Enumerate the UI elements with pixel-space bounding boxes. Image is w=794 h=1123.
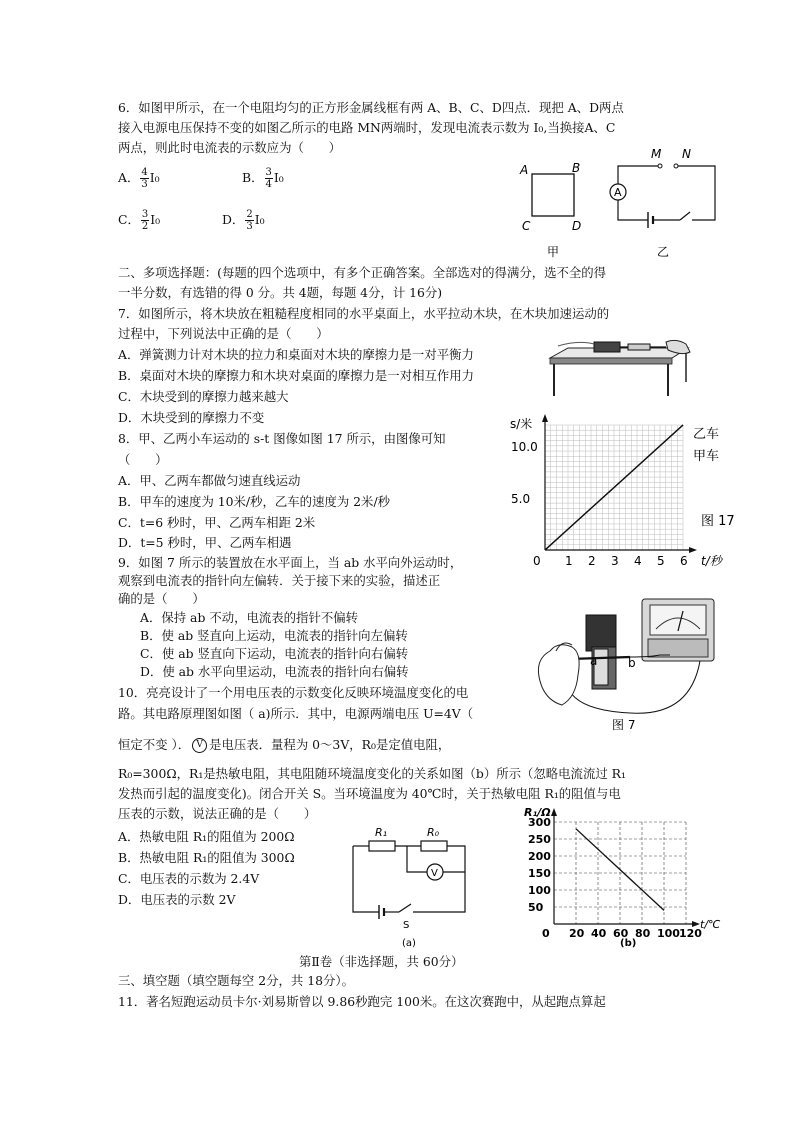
q7-option-d: D．木块受到的摩擦力不变 <box>118 410 265 425</box>
q10-line1: 10．亮亮设计了一个用电压表的示数变化反映环境温度变化的电 <box>118 685 469 700</box>
q9-option-d: D．使 ab 水平向里运动，电流表的指针向右偏转 <box>140 664 409 679</box>
label-n: N <box>682 147 691 161</box>
y-tick-label: 300 <box>528 816 551 829</box>
label-r0: R₀ <box>427 826 440 839</box>
q8-option-c: C．t=6 秒时，甲、乙两车相距 2米 <box>118 515 316 530</box>
wood-block <box>594 342 620 352</box>
label-a-conductor: a <box>590 654 598 668</box>
x-tick-label: 80 <box>635 927 651 940</box>
y-tick-label: 100 <box>528 884 551 897</box>
q10-line6: 压表的示数，说法正确的是（ ） <box>118 806 317 821</box>
y-tick-label: 5.0 <box>511 491 531 506</box>
q10-line2: 路。其电路原理图如图（ a)所示．其中，电源两端电压 U=4V（ <box>118 706 474 721</box>
q8-line2: （ ） <box>118 452 168 467</box>
q10-line5: 发热而引起的温度变化)。闭合开关 S。当环境温度为 40℃时，关于热敏电阻 R₁的阻值与电 <box>118 786 621 801</box>
switch-icon <box>399 904 411 912</box>
magnet-icon <box>586 615 616 651</box>
section3-title: 三、填空题（填空题每空 2分，共 18分）。 <box>118 973 354 988</box>
voltmeter-icon: V <box>192 738 207 753</box>
section2-line1: 二、多项选择题：(每题的四个选项中，有多个正确答案。全部选对的得满分，选不全的得 <box>118 265 607 280</box>
q8-option-b: B．甲车的速度为 10米/秒，乙车的速度为 2米/秒 <box>118 494 391 509</box>
q7-line1: 7．如图所示，将木块放在粗糙程度相同的水平桌面上，水平拉动木块，在木块加速运动的 <box>118 306 610 321</box>
q6-option-d: D． $\frac{2}{3}$ I₀ <box>222 209 265 232</box>
q10-circuit-figure <box>345 820 475 950</box>
y-tick-label: 150 <box>528 867 551 880</box>
option-label: A． <box>118 170 140 185</box>
x-tick-label: 60 <box>613 927 629 940</box>
q7-option-c: C．木块受到的摩擦力越来越大 <box>118 389 289 404</box>
q6-line3: 两点，则此时电流表的示数应为（ ） <box>118 140 342 155</box>
x-tick-label: 4 <box>634 554 642 568</box>
circuit-caption: (a) <box>402 938 416 949</box>
chart-caption: (b) <box>620 938 637 949</box>
label-m: M <box>651 147 662 161</box>
q6-option-b: B． $\frac{3}{4}$ I₀ <box>242 167 284 190</box>
part2-title: 第Ⅱ卷（非选择题，共 60分） <box>299 954 464 969</box>
x-tick-label: 6 <box>680 554 688 568</box>
x-tick-label: 100 <box>657 927 680 940</box>
label-s: S <box>403 920 410 931</box>
switch-icon <box>680 212 690 220</box>
y-axis-arrow <box>542 414 548 422</box>
x-tick-label: 40 <box>591 927 607 940</box>
x-axis-label: t/℃ <box>700 918 721 931</box>
q6-line2: 接入电源电压保持不变的如图乙所示的电路 MN两端时，发现电流表示数为 I₀,当换接A、C <box>118 120 616 135</box>
q9-option-c: C．使 ab 竖直向下运动，电流表的指针向右偏转 <box>140 646 409 661</box>
option-label: B． <box>242 170 264 185</box>
label-v: V <box>431 868 438 879</box>
x-tick-label: 2 <box>588 554 596 568</box>
q8-option-a: A．甲、乙两车都做匀速直线运动 <box>118 473 301 488</box>
x-tick-label: 1 <box>565 554 573 568</box>
q9-option-b: B．使 ab 竖直向上运动，电流表的指针向左偏转 <box>140 628 408 643</box>
square-frame <box>532 174 574 216</box>
label-d: D <box>572 219 582 233</box>
q6-figure <box>510 146 730 262</box>
q10-line4: R₀=300Ω，R₁是热敏电阻，其电阻随环境温度变化的关系如图（b）所示（忽略电流流过 R₁ <box>118 766 626 781</box>
label-b: B <box>572 161 581 175</box>
chart-caption: 图 17 <box>701 514 735 529</box>
q7-line2: 过程中，下列说法中正确的是（ ） <box>118 326 329 341</box>
q6-option-c: C． $\frac{3}{2}$ I₀ <box>118 209 161 232</box>
q9-line3: 确的是（ ） <box>118 591 205 606</box>
q10-option-d: D．电压表的示数 2V <box>118 892 236 907</box>
st-graph-chart <box>505 410 745 582</box>
option-label: D． <box>222 212 245 227</box>
x-tick-label: 0 <box>542 927 550 940</box>
x-tick-label: 20 <box>569 927 585 940</box>
resistance-temperature-chart <box>508 806 738 952</box>
q9-option-a: A．保持 ab 不动，电流表的指针不偏转 <box>140 610 359 625</box>
x-tick-label: 0 <box>533 554 541 568</box>
q6-option-a: A． $\frac{4}{3}$ I₀ <box>118 167 160 190</box>
y-axis-arrow <box>551 808 557 816</box>
caption-yi: 乙 <box>657 245 670 259</box>
figure7-caption: 图 7 <box>612 718 636 732</box>
rt-graph-grid <box>554 822 686 924</box>
q10-option-c: C．电压表的示数为 2.4V <box>118 871 260 886</box>
q10-line3: 恒定不变 ）． V 是电压表．量程为 0～3V，R₀是定值电阻， <box>118 737 451 752</box>
q7-option-b: B．桌面对木块的摩擦力和木块对桌面的摩擦力是一对相互作用力 <box>118 368 475 383</box>
y-axis-label: s/米 <box>510 417 533 431</box>
resistor-r1 <box>369 841 395 851</box>
legend-label: 甲车 <box>693 449 720 464</box>
q9-line1: 9．如图 7 所示的装置放在水平面上，当 ab 水平向外运动时， <box>118 555 463 570</box>
q10-option-b: B．热敏电阻 R₁的阻值为 300Ω <box>118 850 295 865</box>
q6-line1: 6．如图甲所示，在一个电阻均匀的正方形金属线框有两 A、B、C、D四点．现把 A、D两点 <box>118 100 624 115</box>
q9-figure <box>520 595 720 735</box>
x-axis-arrow <box>689 547 697 553</box>
q8-line1: 8．甲、乙两小车运动的 s-t 图像如图 17 所示，由图像可知 <box>118 431 446 446</box>
x-tick-label: 3 <box>611 554 619 568</box>
q11-line1: 11．著名短跑运动员卡尔·刘易斯曾以 9.86秒跑完 100米。在这次赛跑中，从起跑点算起 <box>118 994 606 1009</box>
resistor-r0 <box>421 841 447 851</box>
x-tick-label: 5 <box>657 554 665 568</box>
y-tick-label: 200 <box>528 850 551 863</box>
legend-label: 乙车 <box>693 427 720 442</box>
label-b-conductor: b <box>628 656 636 670</box>
q8-option-d: D．t=5 秒时，甲、乙两车相遇 <box>118 535 292 550</box>
y-tick-label: 50 <box>528 901 544 914</box>
label-r1: R₁ <box>375 826 388 839</box>
y-tick-label: 10.0 <box>511 439 538 454</box>
label-c: C <box>522 219 531 233</box>
y-axis-label: R₁/Ω <box>524 806 551 819</box>
x-axis-label: t/秒 <box>701 554 722 568</box>
st-graph-labels <box>510 416 735 568</box>
x-tick-label: 120 <box>679 927 702 940</box>
q9-line2: 观察到电流表的指针向左偏转．关于接下来的实验，描述正 <box>118 573 441 588</box>
caption-jia: 甲 <box>547 245 560 259</box>
section2-line2: 一半分数，有选错的得 0 分。共 4题，每题 4分，计 16分) <box>118 285 443 300</box>
ammeter-label: A <box>614 186 622 199</box>
q7-table-figure <box>548 332 696 398</box>
label-a: A <box>520 163 529 177</box>
y-tick-label: 250 <box>528 833 551 846</box>
option-label: C． <box>118 212 140 227</box>
q7-option-a: A．弹簧测力计对木块的拉力和桌面对木块的摩擦力是一对平衡力 <box>118 347 474 362</box>
q10-option-a: A．热敏电阻 R₁的阻值为 200Ω <box>118 829 295 844</box>
rt-graph-axes <box>551 808 700 927</box>
